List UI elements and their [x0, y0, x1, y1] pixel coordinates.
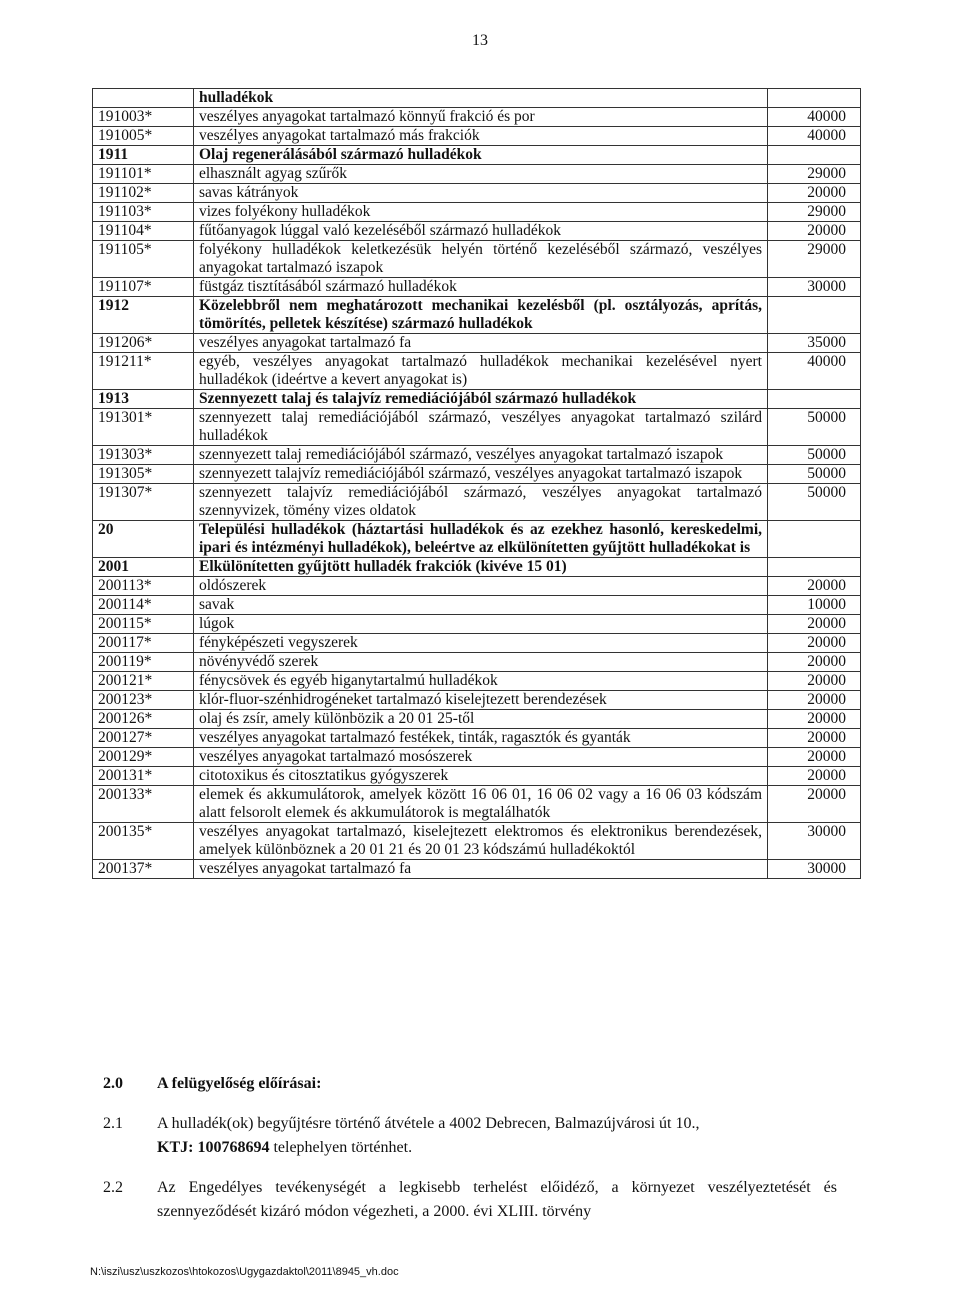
- table-row: [93, 297, 861, 334]
- table-row: [93, 521, 861, 558]
- waste-code-cell: 191104*: [93, 222, 194, 241]
- description-cell: veszélyes anyagokat tartalmazó festékek, tinták, ragasztók és gyanták: [194, 729, 768, 748]
- section-text: [157, 1112, 837, 1160]
- table-row: [93, 278, 861, 297]
- waste-code-cell: 200129*: [93, 748, 194, 767]
- paragraph-text: A hulladék(ok) begyűjtésre történő átvétele a 4002 Debrecen, Balmazújvárosi út 10.,: [157, 1115, 700, 1132]
- table-row: [93, 729, 861, 748]
- table-row: [93, 409, 861, 446]
- waste-code-cell: 191003*: [93, 108, 194, 127]
- table-body: [93, 89, 861, 879]
- table-row: [93, 596, 861, 615]
- quantity-cell: 30000: [768, 278, 861, 297]
- table-row: [93, 786, 861, 823]
- description-cell: Közelebbről nem meghatározott mechanikai kezelésből (pl. osztályozás, aprítás, tömörítés, pelletek készítése) származó hulladékok: [194, 297, 768, 334]
- description-cell: szennyezett talajvíz remediációjából származó, veszélyes anyagokat tartalmazó szennyvizek, tömény vizes oldatok: [194, 484, 768, 521]
- description-cell: veszélyes anyagokat tartalmazó, kiselejtezett elektromos és elektronikus berendezések, amelyek különböznek a 20 01 21 és 20 01 23 kódszámú hulladékoktól: [194, 823, 768, 860]
- description-cell: veszélyes anyagokat tartalmazó más frakciók: [194, 127, 768, 146]
- quantity-cell: 29000: [768, 203, 861, 222]
- waste-code-cell: 191105*: [93, 241, 194, 278]
- description-cell: hulladékok: [194, 89, 768, 108]
- waste-code-cell: 200114*: [93, 596, 194, 615]
- waste-code-cell: [93, 89, 194, 108]
- quantity-cell: 20000: [768, 786, 861, 823]
- quantity-cell: 20000: [768, 222, 861, 241]
- quantity-cell: 20000: [768, 672, 861, 691]
- description-cell: füstgáz tisztításából származó hulladékok: [194, 278, 768, 297]
- quantity-cell: 35000: [768, 334, 861, 353]
- description-cell: olaj és zsír, amely különbözik a 20 01 25-től: [194, 710, 768, 729]
- description-cell: vizes folyékony hulladékok: [194, 203, 768, 222]
- description-cell: oldószerek: [194, 577, 768, 596]
- waste-code-cell: 200117*: [93, 634, 194, 653]
- quantity-cell: [768, 521, 861, 558]
- description-cell: veszélyes anyagokat tartalmazó fa: [194, 860, 768, 879]
- waste-code-cell: 200127*: [93, 729, 194, 748]
- quantity-cell: 10000: [768, 596, 861, 615]
- quantity-cell: 50000: [768, 465, 861, 484]
- waste-code-cell: 191107*: [93, 278, 194, 297]
- waste-code-cell: 200131*: [93, 767, 194, 786]
- waste-code-table: [92, 88, 861, 879]
- waste-code-cell: 191211*: [93, 353, 194, 390]
- quantity-cell: 30000: [768, 823, 861, 860]
- quantity-cell: 20000: [768, 748, 861, 767]
- waste-code-cell: 1913: [93, 390, 194, 409]
- quantity-cell: [768, 558, 861, 577]
- description-cell: veszélyes anyagokat tartalmazó mosószerek: [194, 748, 768, 767]
- section-number: 2.2: [103, 1179, 123, 1196]
- waste-code-cell: 191005*: [93, 127, 194, 146]
- waste-code-cell: 200119*: [93, 653, 194, 672]
- description-cell: Elkülönítetten gyűjtött hulladék frakciók (kivéve 15 01): [194, 558, 768, 577]
- table-row: [93, 222, 861, 241]
- description-cell: szennyezett talajvíz remediációjából származó, veszélyes anyagokat tartalmazó iszapok: [194, 465, 768, 484]
- description-cell: elemek és akkumulátorok, amelyek között 16 06 01, 16 06 02 vagy a 16 06 03 kódszám alatt felsorolt elemek és akkumulátorok is megtalálhatók: [194, 786, 768, 823]
- quantity-cell: 20000: [768, 767, 861, 786]
- table-row: [93, 634, 861, 653]
- table-row: [93, 691, 861, 710]
- quantity-cell: 40000: [768, 108, 861, 127]
- quantity-cell: [768, 297, 861, 334]
- section-text: Az Engedélyes tevékenységét a legkisebb terhelést előidéző, a környezet veszélyeztetését és szennyeződését kizáró módon végezheti, a 2000. évi XLIII. törvény: [157, 1179, 837, 1220]
- quantity-cell: [768, 390, 861, 409]
- table-row: [93, 577, 861, 596]
- waste-code-cell: 191103*: [93, 203, 194, 222]
- table-row: [93, 390, 861, 409]
- footer-file-path: N:\iszi\usz\uszkozos\htokozos\Ugygazdaktol\2011\8945_vh.doc: [90, 1266, 399, 1278]
- waste-code-cell: 200137*: [93, 860, 194, 879]
- description-cell: elhasznált agyag szűrők: [194, 165, 768, 184]
- waste-code-cell: 191301*: [93, 409, 194, 446]
- description-cell: egyéb, veszélyes anyagokat tartalmazó hulladékok mechanikai kezelésével nyert hulladékok (ideértve a kevert anyagokat is): [194, 353, 768, 390]
- quantity-cell: 40000: [768, 127, 861, 146]
- description-cell: folyékony hulladékok keletkezésük helyén történő kezeléséből származó, veszélyes anyagokat tartalmazó iszapok: [194, 241, 768, 278]
- description-cell: fűtőanyagok lúggal való kezeléséből származó hulladékok: [194, 222, 768, 241]
- section-title: A felügyelőség előírásai:: [157, 1075, 322, 1092]
- table-row: [93, 653, 861, 672]
- description-cell: Szennyezett talaj és talajvíz remediációjából származó hulladékok: [194, 390, 768, 409]
- description-cell: lúgok: [194, 615, 768, 634]
- table-row: [93, 353, 861, 390]
- table-row: [93, 203, 861, 222]
- description-cell: szennyezett talaj remediációjából származó, veszélyes anyagokat tartalmazó szilárd hulladékok: [194, 409, 768, 446]
- waste-code-cell: 191206*: [93, 334, 194, 353]
- table-row: [93, 767, 861, 786]
- table-row: [93, 127, 861, 146]
- waste-code-cell: 191307*: [93, 484, 194, 521]
- table-row: [93, 672, 861, 691]
- table-row: [93, 146, 861, 165]
- section-number: 2.0: [103, 1075, 123, 1092]
- waste-code-cell: 1912: [93, 297, 194, 334]
- table-row: [93, 446, 861, 465]
- description-cell: Települési hulladékok (háztartási hulladékok és az ezekhez hasonló, kereskedelmi, ipari és intézményi hulladékok), beleértve az elkülönítetten gyűjtött hulladékokat is: [194, 521, 768, 558]
- waste-code-cell: 200121*: [93, 672, 194, 691]
- table-row: [93, 465, 861, 484]
- waste-code-cell: 200115*: [93, 615, 194, 634]
- table-row: [93, 558, 861, 577]
- table-row: [93, 823, 861, 860]
- description-cell: fénycsövek és egyéb higanytartalmú hulladékok: [194, 672, 768, 691]
- table-row: [93, 334, 861, 353]
- table-row: [93, 89, 861, 108]
- page-number: 13: [472, 32, 488, 49]
- quantity-cell: 29000: [768, 165, 861, 184]
- table-row: [93, 484, 861, 521]
- waste-code-cell: 191102*: [93, 184, 194, 203]
- quantity-cell: 20000: [768, 710, 861, 729]
- table-row: [93, 710, 861, 729]
- waste-code-cell: 20: [93, 521, 194, 558]
- table-row: [93, 748, 861, 767]
- table-row: [93, 615, 861, 634]
- waste-code-cell: 200126*: [93, 710, 194, 729]
- description-cell: növényvédő szerek: [194, 653, 768, 672]
- waste-code-cell: 200135*: [93, 823, 194, 860]
- waste-code-cell: 191101*: [93, 165, 194, 184]
- table-row: [93, 241, 861, 278]
- quantity-cell: 30000: [768, 860, 861, 879]
- description-cell: klór-fluor-szénhidrogéneket tartalmazó kiselejtezett berendezések: [194, 691, 768, 710]
- quantity-cell: [768, 89, 861, 108]
- quantity-cell: 50000: [768, 484, 861, 521]
- quantity-cell: 20000: [768, 691, 861, 710]
- description-cell: fényképészeti vegyszerek: [194, 634, 768, 653]
- description-cell: Olaj regenerálásából származó hulladékok: [194, 146, 768, 165]
- quantity-cell: 20000: [768, 653, 861, 672]
- waste-code-cell: 200123*: [93, 691, 194, 710]
- quantity-cell: 20000: [768, 615, 861, 634]
- ktj-identifier: KTJ: 100768694: [157, 1139, 270, 1156]
- description-cell: savas kátrányok: [194, 184, 768, 203]
- quantity-cell: 50000: [768, 446, 861, 465]
- quantity-cell: 29000: [768, 241, 861, 278]
- table-row: [93, 184, 861, 203]
- quantity-cell: 50000: [768, 409, 861, 446]
- description-cell: savak: [194, 596, 768, 615]
- description-cell: citotoxikus és citosztatikus gyógyszerek: [194, 767, 768, 786]
- description-cell: veszélyes anyagokat tartalmazó könnyű frakció és por: [194, 108, 768, 127]
- waste-code-cell: 200113*: [93, 577, 194, 596]
- table-row: [93, 860, 861, 879]
- quantity-cell: [768, 146, 861, 165]
- table-row: [93, 108, 861, 127]
- waste-code-cell: 200133*: [93, 786, 194, 823]
- waste-code-cell: 191303*: [93, 446, 194, 465]
- description-cell: veszélyes anyagokat tartalmazó fa: [194, 334, 768, 353]
- quantity-cell: 20000: [768, 729, 861, 748]
- paragraph-text: telephelyen történhet.: [269, 1139, 413, 1156]
- waste-code-cell: 191305*: [93, 465, 194, 484]
- waste-code-cell: 2001: [93, 558, 194, 577]
- quantity-cell: 20000: [768, 184, 861, 203]
- waste-code-cell: 1911: [93, 146, 194, 165]
- quantity-cell: 20000: [768, 577, 861, 596]
- section-number: 2.1: [103, 1115, 123, 1132]
- description-cell: szennyezett talaj remediációjából származó, veszélyes anyagokat tartalmazó iszapok: [194, 446, 768, 465]
- quantity-cell: 40000: [768, 353, 861, 390]
- quantity-cell: 20000: [768, 634, 861, 653]
- table-row: [93, 165, 861, 184]
